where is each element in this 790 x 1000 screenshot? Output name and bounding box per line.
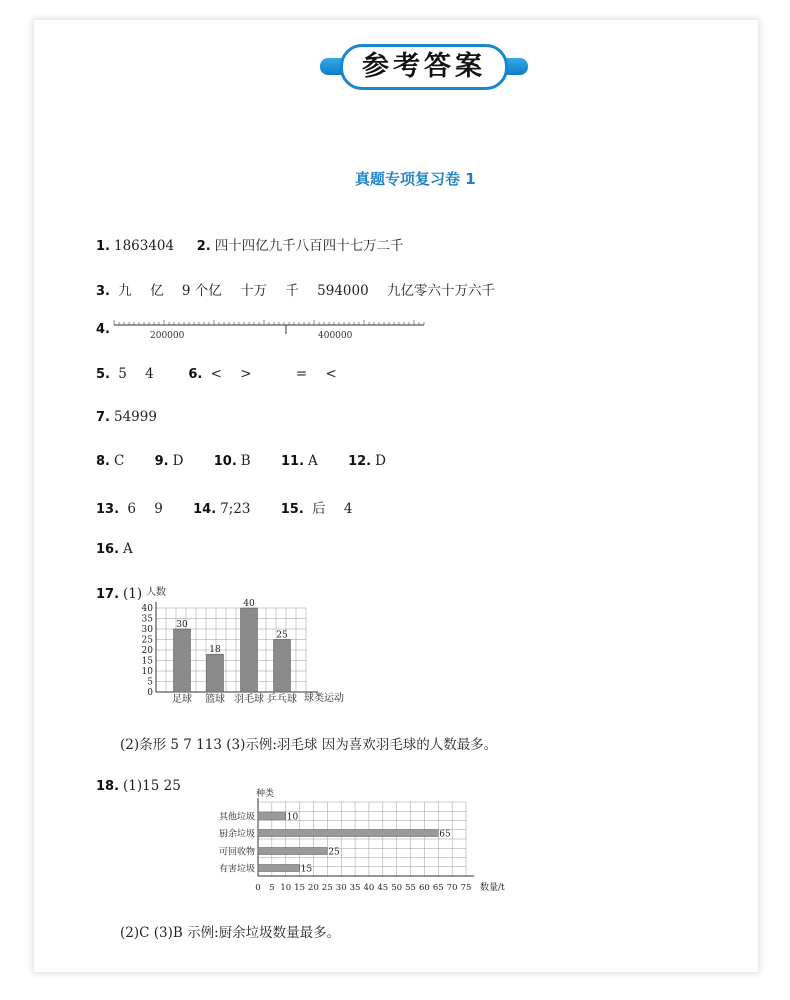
answer-text: 7;23	[220, 501, 251, 517]
answer-text: <	[325, 366, 337, 382]
answer-text: 6	[127, 501, 136, 517]
category-label: 羽毛球	[234, 694, 264, 705]
answer-text: A	[123, 541, 133, 557]
data-label: 30	[176, 620, 188, 630]
answer-line-17-part2	[120, 733, 497, 753]
answer-line-16	[96, 541, 133, 557]
answer-text: >	[240, 366, 252, 382]
x-tick-label: 55	[405, 883, 416, 893]
category-label: 可回收物	[218, 847, 255, 858]
y-tick-label: 30	[141, 625, 153, 635]
sports-bar-chart	[136, 583, 358, 708]
question-number: 1.	[96, 239, 110, 254]
banner-title: 参考答案	[340, 44, 508, 90]
category-label: 乒乓球	[267, 694, 297, 705]
bar	[274, 640, 291, 693]
question-number: 18.	[96, 779, 120, 794]
data-label: 18	[209, 645, 221, 656]
answer-text: 九亿零六十万六千	[387, 283, 495, 299]
question-number: 4.	[96, 322, 110, 337]
x-tick-label: 65	[432, 883, 444, 893]
category-label: 篮球	[205, 694, 225, 705]
x-tick-label: 35	[349, 883, 361, 893]
answer-text: 十万	[240, 283, 268, 299]
answer-line-18	[96, 778, 181, 794]
answer-text: 4	[145, 366, 154, 382]
answer-text: (1)	[123, 586, 143, 602]
question-number: 15.	[280, 502, 304, 517]
x-tick-label: 60	[418, 883, 430, 893]
x-tick-label: 30	[335, 883, 347, 893]
y-tick-label: 40	[141, 604, 153, 614]
answer-text: 4	[343, 501, 353, 517]
x-tick-label: 5	[269, 883, 275, 893]
answer-line-13	[96, 497, 352, 517]
chart-x-label: 数量/t	[480, 883, 505, 893]
answer-line-8	[96, 453, 386, 469]
category-label: 有害垃圾	[218, 864, 255, 875]
y-tick-label: 0	[147, 688, 153, 698]
y-tick-label: 25	[141, 635, 153, 646]
question-number: 3.	[96, 284, 110, 299]
number-line-label: 400000	[318, 331, 353, 341]
answer-text: 后	[312, 501, 326, 517]
question-number: 14.	[193, 502, 217, 517]
question-number: 5.	[96, 367, 110, 382]
answer-line-7	[96, 409, 157, 425]
bar	[207, 654, 224, 692]
question-number: 7.	[96, 410, 110, 425]
category-label: 足球	[172, 694, 192, 705]
x-tick-label: 10	[280, 883, 292, 893]
section-subtitle: 真题专项复习卷 1	[355, 170, 476, 188]
question-number: 11.	[280, 454, 305, 469]
answer-text: (2)条形 5 7 113 (3)示例:羽毛球 因为喜欢羽毛球的人数最多。	[120, 737, 498, 753]
x-tick-label: 0	[255, 883, 261, 893]
x-tick-label: 70	[446, 883, 458, 893]
bar	[258, 848, 327, 855]
question-number: 17.	[96, 587, 120, 602]
bar	[258, 830, 438, 837]
x-tick-label: 15	[294, 883, 306, 893]
y-tick-label: 20	[141, 646, 153, 656]
data-label: 15	[300, 864, 313, 875]
question-number: 12.	[348, 454, 372, 469]
answer-line-4	[96, 321, 110, 337]
answer-text: (2)C (3)B 示例:厨余垃圾数量最多。	[120, 925, 341, 941]
answer-text: 5	[118, 366, 127, 382]
question-number: 8.	[96, 454, 110, 469]
answer-text: 594000	[317, 283, 369, 299]
category-label: 厨余垃圾	[218, 829, 255, 840]
data-label: 40	[243, 599, 255, 609]
data-label: 25	[276, 630, 288, 641]
category-label: 其他垃圾	[218, 812, 255, 823]
answer-text: C	[113, 453, 125, 469]
y-tick-label: 10	[141, 667, 153, 677]
answer-line-3	[96, 279, 495, 299]
answer-text: 四十四亿九千八百四十七万二千	[214, 238, 404, 254]
bar	[258, 813, 286, 820]
x-tick-label: 25	[321, 883, 333, 893]
bar	[258, 865, 300, 872]
chart-y-label: 人数	[146, 587, 166, 598]
y-tick-label: 35	[141, 614, 153, 625]
answer-text: D	[172, 453, 184, 469]
answer-text: A	[308, 453, 318, 469]
data-label: 10	[286, 812, 299, 823]
answer-line-18-part2	[120, 921, 340, 941]
y-tick-label: 15	[141, 656, 153, 667]
data-label: 65	[439, 829, 451, 840]
answer-text: 九	[118, 283, 132, 299]
answer-banner	[320, 44, 528, 94]
number-line	[110, 316, 430, 344]
question-number: 2.	[196, 239, 211, 254]
answer-text: <	[210, 366, 222, 382]
x-tick-label: 40	[363, 883, 375, 893]
chart-x-label: 球类运动	[304, 693, 344, 704]
answer-text: 亿	[150, 283, 164, 299]
number-line-label: 200000	[150, 331, 185, 341]
y-tick-label: 5	[147, 677, 153, 688]
question-number: 10.	[213, 454, 237, 469]
answer-text: B	[240, 453, 251, 469]
answer-text: 千	[285, 283, 299, 299]
question-number: 13.	[96, 502, 120, 517]
x-tick-label: 75	[460, 883, 472, 893]
data-label: 25	[328, 847, 340, 858]
answer-text: D	[375, 453, 386, 469]
question-number: 9.	[154, 454, 169, 469]
answer-text: 1863404	[113, 238, 175, 254]
answer-text: 54999	[113, 409, 157, 425]
waste-bar-chart	[196, 786, 514, 898]
answer-text: 9 个亿	[181, 283, 222, 299]
x-tick-label: 50	[391, 883, 403, 893]
answer-text: =	[295, 366, 308, 382]
answer-text: 9	[154, 501, 163, 517]
x-tick-label: 45	[377, 883, 389, 893]
answer-line-5	[96, 366, 337, 382]
answer-line-1	[96, 234, 404, 254]
x-tick-label: 20	[308, 883, 319, 893]
bar	[241, 608, 258, 692]
bar	[174, 629, 191, 692]
answer-text: (1)15 25	[123, 778, 181, 794]
chart-y-label: 种类	[256, 789, 275, 799]
question-number: 16.	[96, 542, 120, 557]
question-number: 6.	[188, 367, 203, 382]
